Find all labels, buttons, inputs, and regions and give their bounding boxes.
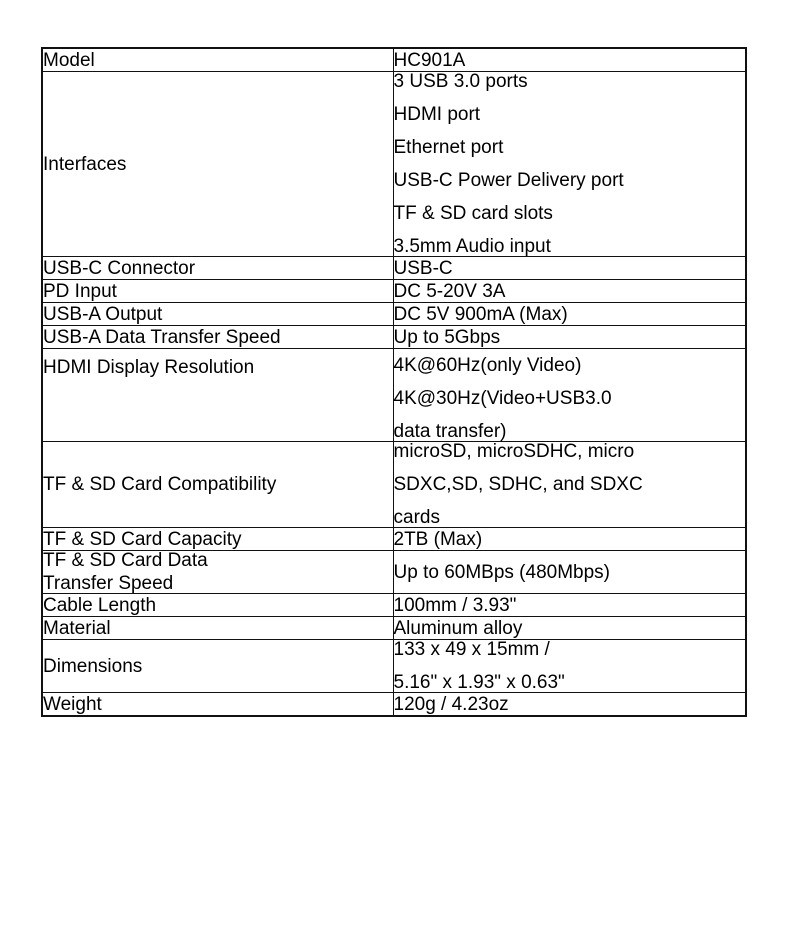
spec-value-text: [394, 72, 746, 256]
spec-value-cell: [393, 48, 746, 72]
table-row: [42, 72, 746, 257]
table-row: [42, 693, 746, 717]
spec-value-line: DC 5-20V 3A: [393, 280, 506, 302]
spec-label-line: TF & SD Card Data: [43, 550, 208, 571]
spec-value-line: HDMI port: [393, 104, 481, 125]
spec-label-text: [43, 155, 393, 174]
spec-value-cell: [393, 442, 746, 528]
table-row: [42, 257, 746, 280]
spec-label-cell: [42, 326, 393, 349]
table-row: [42, 594, 746, 617]
spec-label-cell: [42, 349, 393, 442]
spec-label-cell: [42, 551, 393, 594]
spec-value-cell: [393, 349, 746, 442]
spec-value-line: Up to 5Gbps: [393, 326, 501, 348]
spec-value-cell: [393, 326, 746, 349]
spec-label-cell: [42, 442, 393, 528]
spec-value-cell: [393, 594, 746, 617]
spec-label-cell: [42, 303, 393, 326]
table-row: [42, 303, 746, 326]
spec-value-line: microSD, microSDHC, micro: [393, 441, 635, 462]
spec-label-line: USB-A Data Transfer Speed: [43, 326, 281, 348]
spec-value-line: Aluminum alloy: [393, 617, 523, 639]
spec-value-line: 3.5mm Audio input: [393, 236, 551, 257]
specification-table-body: [42, 48, 746, 716]
spec-label-line: HDMI Display Resolution: [43, 357, 255, 378]
table-row: [42, 528, 746, 551]
spec-value-line: 133 x 49 x 15mm /: [393, 639, 550, 660]
spec-value-text: [394, 356, 746, 441]
spec-value-cell: [393, 617, 746, 640]
spec-value-line: 4K@30Hz(Video+USB3.0: [393, 388, 612, 409]
spec-value-cell: [393, 693, 746, 717]
table-row: [42, 349, 746, 442]
spec-value-text: [394, 51, 746, 70]
spec-value-text: [394, 305, 746, 324]
specification-table: [41, 47, 747, 717]
spec-value-cell: [393, 528, 746, 551]
spec-value-line: USB-C Power Delivery port: [393, 170, 624, 191]
spec-label-text: [43, 259, 393, 278]
spec-label-text: [43, 328, 393, 347]
table-row: [42, 442, 746, 528]
spec-label-text: [43, 358, 393, 377]
spec-label-cell: [42, 640, 393, 693]
spec-value-text: [394, 563, 746, 582]
spec-label-text: [43, 551, 393, 593]
spec-value-line: 4K@60Hz(only Video): [393, 355, 582, 376]
spec-label-line: Material: [43, 617, 111, 639]
spec-label-cell: [42, 257, 393, 280]
spec-value-line: USB-C: [393, 257, 453, 279]
spec-value-line: HC901A: [393, 49, 466, 71]
spec-label-text: [43, 596, 393, 615]
spec-value-cell: [393, 551, 746, 594]
spec-value-text: [394, 282, 746, 301]
table-row: [42, 280, 746, 303]
spec-value-text: [394, 695, 746, 714]
spec-value-text: [394, 442, 746, 527]
table-row: [42, 326, 746, 349]
spec-label-text: [43, 51, 393, 70]
spec-label-cell: [42, 528, 393, 551]
spec-value-line: cards: [393, 507, 440, 528]
spec-label-cell: [42, 693, 393, 717]
spec-label-cell: [42, 48, 393, 72]
table-row: [42, 640, 746, 693]
table-row: [42, 617, 746, 640]
spec-value-line: 2TB (Max): [393, 528, 483, 550]
spec-label-text: [43, 695, 393, 714]
spec-value-cell: [393, 303, 746, 326]
spec-label-line: TF & SD Card Compatibility: [43, 474, 277, 495]
spec-value-text: [394, 530, 746, 549]
spec-label-line: Interfaces: [43, 153, 127, 175]
spec-label-cell: [42, 72, 393, 257]
spec-value-line: SDXC,SD, SDHC, and SDXC: [393, 474, 643, 495]
spec-value-line: Ethernet port: [393, 137, 504, 158]
table-row: [42, 48, 746, 72]
spec-label-text: [43, 282, 393, 301]
spec-label-text: [43, 475, 393, 494]
spec-label-cell: [42, 594, 393, 617]
spec-value-text: [394, 259, 746, 278]
spec-label-line: USB-A Output: [43, 303, 163, 325]
spec-value-text: [394, 640, 746, 692]
spec-label-text: [43, 530, 393, 549]
spec-value-line: 5.16" x 1.93" x 0.63": [393, 672, 565, 693]
spec-label-line: Dimensions: [43, 655, 143, 677]
spec-value-line: TF & SD card slots: [393, 203, 553, 224]
spec-label-line: TF & SD Card Capacity: [43, 528, 242, 550]
specification-sheet: [41, 47, 745, 717]
spec-value-cell: [393, 257, 746, 280]
spec-value-line: data transfer): [393, 421, 507, 442]
spec-value-text: [394, 619, 746, 638]
spec-label-line: Weight: [43, 693, 102, 715]
spec-label-cell: [42, 280, 393, 303]
table-row: [42, 551, 746, 594]
spec-label-line: USB-C Connector: [43, 257, 196, 279]
spec-label-cell: [42, 617, 393, 640]
spec-value-line: 100mm / 3.93": [393, 594, 517, 616]
spec-value-line: Up to 60MBps (480Mbps): [393, 561, 610, 583]
spec-label-text: [43, 619, 393, 638]
spec-label-line: Transfer Speed: [43, 573, 174, 594]
spec-value-line: DC 5V 900mA (Max): [393, 303, 568, 325]
spec-label-line: Cable Length: [43, 594, 157, 616]
spec-value-text: [394, 596, 746, 615]
spec-value-line: 3 USB 3.0 ports: [393, 71, 528, 92]
spec-label-text: [43, 305, 393, 324]
spec-label-line: PD Input: [43, 280, 117, 302]
spec-label-line: Model: [43, 49, 95, 71]
spec-value-cell: [393, 280, 746, 303]
spec-value-cell: [393, 640, 746, 693]
spec-value-line: 120g / 4.23oz: [393, 693, 509, 715]
spec-label-text: [43, 657, 393, 676]
spec-value-text: [394, 328, 746, 347]
spec-value-cell: [393, 72, 746, 257]
